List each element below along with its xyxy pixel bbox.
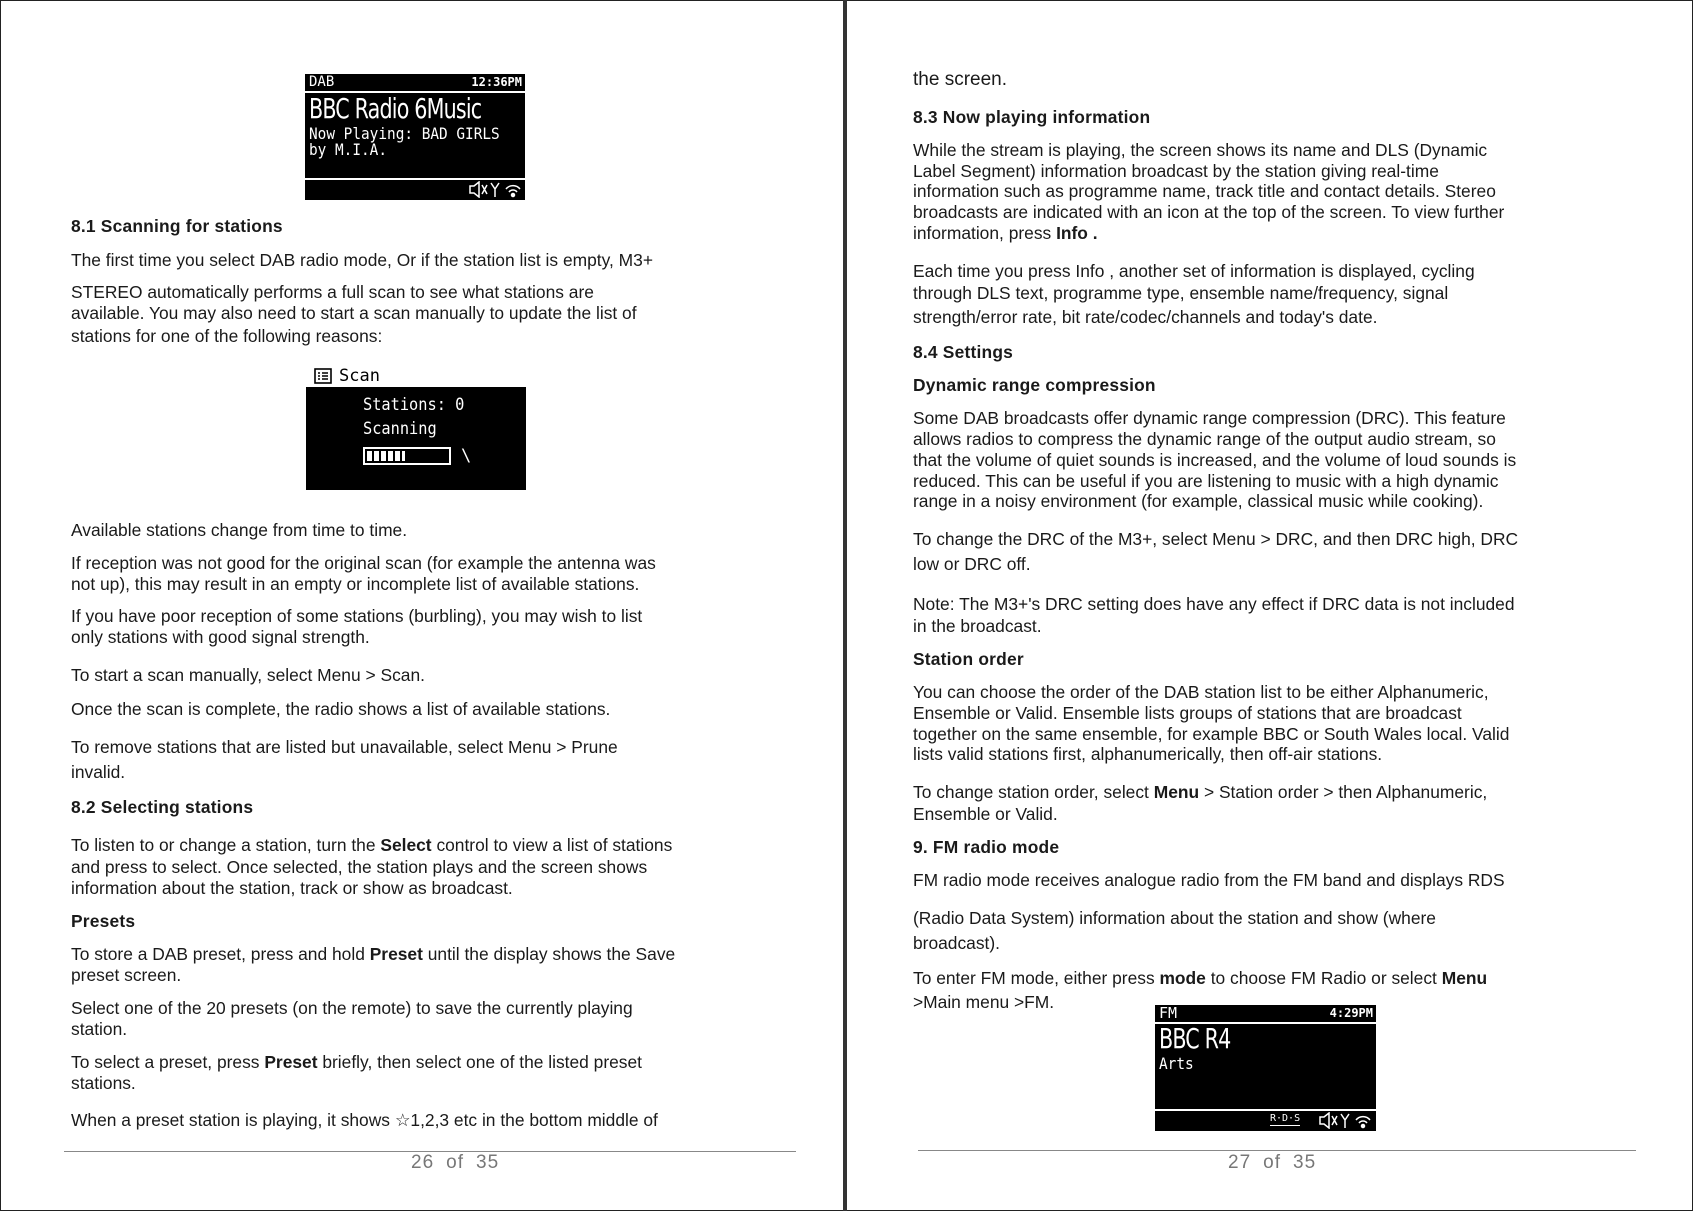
- paragraph: information about the station, track or show as broadcast.: [71, 878, 513, 898]
- dab-now-playing-screen: [305, 74, 525, 200]
- paragraph: and press to select. Once selected, the station plays and the screen shows: [71, 857, 648, 877]
- drc-heading: Dynamic range compression: [913, 375, 1156, 395]
- screen-mode-label: FM: [1159, 1005, 1178, 1022]
- station-order-heading: Station order: [913, 649, 1024, 669]
- paragraph: together on the same ensemble, for example BBC or South Wales local. Valid: [913, 724, 1510, 744]
- wifi-icon: [506, 186, 520, 197]
- paragraph: To store a DAB preset, press and hold Preset until the display shows the Save: [71, 944, 676, 964]
- screen-divider: [305, 178, 525, 180]
- screen-programme-type: Arts: [1159, 1054, 1194, 1073]
- paragraph: broadcast).: [913, 933, 1000, 953]
- screen-title: Scan: [339, 366, 380, 386]
- paragraph: To enter FM mode, either press mode to choose FM Radio or select Menu: [913, 968, 1488, 988]
- paragraph: Some DAB broadcasts offer dynamic range compression (DRC). This feature: [913, 408, 1506, 428]
- paragraph: stations.: [71, 1073, 136, 1093]
- rds-badge: R·D·S: [1270, 1113, 1301, 1124]
- paragraph: If you have poor reception of some stations (burbling), you may wish to list: [71, 606, 643, 626]
- right-page: [847, 0, 1693, 1211]
- screen-station-name: BBC Radio 6Music: [309, 92, 482, 125]
- paragraph: allows radios to compress the dynamic range of the output audio stream, so: [913, 429, 1496, 449]
- screen-mode-label: DAB: [309, 74, 335, 90]
- paragraph: preset screen.: [71, 965, 182, 985]
- paragraph: >Main menu >FM.: [913, 992, 1055, 1012]
- signal-icon: [491, 183, 499, 197]
- paragraph: To select a preset, press Preset briefly, then select one of the listed preset: [71, 1052, 643, 1072]
- scan-screen: [306, 365, 526, 490]
- paragraph: You can choose the order of the DAB station list to be either Alphanumeric,: [913, 682, 1489, 702]
- screen-status-icons: [1318, 1112, 1372, 1129]
- speaker-icon: [470, 182, 487, 197]
- paragraph: Each time you press Info , another set of information is displayed, cycling: [913, 261, 1475, 281]
- scan-progress-bar: [363, 447, 451, 465]
- section-heading-9: 9. FM radio mode: [913, 837, 1060, 857]
- fm-screen: [1155, 1005, 1376, 1131]
- page-number: 26 of 35: [411, 1152, 500, 1173]
- paragraph: strength/error rate, bit rate/codec/channels and today's date.: [913, 307, 1378, 327]
- paragraph: Available stations change from time to time.: [71, 520, 408, 540]
- screen-station-name: BBC R4: [1159, 1022, 1231, 1055]
- paragraph: reduced. This can be useful if you are listening to music with a high dynamic: [913, 471, 1499, 491]
- scan-station-count: Stations: 0: [363, 395, 465, 415]
- paragraph: information such as programme name, track title and contact details. Stereo: [913, 181, 1496, 201]
- signal-icon: [1341, 1114, 1349, 1128]
- paragraph: Once the scan is complete, the radio shows a list of available stations.: [71, 699, 611, 719]
- paragraph: To change station order, select Menu > Station order > then Alphanumeric,: [913, 782, 1488, 802]
- wifi-icon: [1356, 1117, 1370, 1128]
- paragraph: that the volume of quiet sounds is increased, and the volume of loud sounds is: [913, 450, 1517, 470]
- footer-rule: [918, 1150, 1636, 1151]
- page-number: 27 of 35: [1228, 1152, 1317, 1173]
- scan-progress-fill: [367, 451, 405, 461]
- section-heading-8-3: 8.3 Now playing information: [913, 107, 1151, 127]
- paragraph: range in a noisy environment (for example, classical music while cooking).: [913, 491, 1484, 511]
- scan-spinner: \: [461, 446, 472, 466]
- paragraph: Ensemble or Valid.: [913, 804, 1058, 824]
- paragraph: While the stream is playing, the screen shows its name and DLS (Dynamic: [913, 140, 1488, 160]
- screen-divider: [1155, 1109, 1376, 1111]
- paragraph: To listen to or change a station, turn the Select control to view a list of stations: [71, 835, 673, 855]
- paragraph: lists valid stations first, alphanumerically, then off-air stations.: [913, 744, 1383, 764]
- section-heading-8-4: 8.4 Settings: [913, 342, 1014, 362]
- presets-heading: Presets: [71, 911, 136, 931]
- screen-status-icons: [468, 181, 522, 198]
- screen-artist: by M.I.A.: [309, 140, 388, 159]
- paragraph: station.: [71, 1019, 128, 1039]
- paragraph: invalid.: [71, 762, 126, 782]
- scan-status: Scanning: [363, 419, 437, 439]
- paragraph: Note: The M3+'s DRC setting does have any effect if DRC data is not included: [913, 594, 1515, 614]
- speaker-icon: [1320, 1113, 1337, 1128]
- paragraph: (Radio Data System) information about the station and show (where: [913, 908, 1436, 928]
- paragraph: not up), this may result in an empty or incomplete list of available stations.: [71, 574, 640, 594]
- section-heading-8-2: 8.2 Selecting stations: [71, 797, 254, 817]
- paragraph: Label Segment) information broadcast by the station giving real-time: [913, 161, 1439, 181]
- paragraph: the screen.: [913, 69, 1007, 90]
- paragraph: information, press Info .: [913, 223, 1098, 243]
- list-icon: [314, 368, 332, 384]
- paragraph: To start a scan manually, select Menu > Scan.: [71, 665, 425, 685]
- screen-time: 4:29PM: [1329, 1006, 1373, 1020]
- paragraph: only stations with good signal strength.: [71, 627, 370, 647]
- paragraph: FM radio mode receives analogue radio from the FM band and displays RDS: [913, 870, 1505, 890]
- paragraph: available. You may also need to start a scan manually to update the list of: [71, 303, 637, 323]
- paragraph: in the broadcast.: [913, 616, 1042, 636]
- section-heading-8-1: 8.1 Scanning for stations: [71, 216, 283, 236]
- paragraph: When a preset station is playing, it shows ☆1,2,3 etc in the bottom middle of: [71, 1110, 658, 1130]
- paragraph: Select one of the 20 presets (on the remote) to save the currently playing: [71, 998, 633, 1018]
- paragraph: broadcasts are indicated with an icon at the top of the screen. To view further: [913, 202, 1505, 222]
- paragraph: To change the DRC of the M3+, select Menu > DRC, and then DRC high, DRC: [913, 529, 1519, 549]
- paragraph: To remove stations that are listed but unavailable, select Menu > Prune: [71, 737, 618, 757]
- paragraph: STEREO automatically performs a full scan to see what stations are: [71, 282, 594, 302]
- paragraph: low or DRC off.: [913, 554, 1031, 574]
- screen-time: 12:36PM: [471, 75, 522, 89]
- paragraph: stations for one of the following reasons:: [71, 326, 383, 346]
- screen-now-playing: Now Playing: BAD GIRLS: [309, 124, 500, 143]
- paragraph: The first time you select DAB radio mode, Or if the station list is empty, M3+: [71, 250, 653, 270]
- paragraph: Ensemble or Valid. Ensemble lists groups of stations that are broadcast: [913, 703, 1462, 723]
- paragraph: If reception was not good for the original scan (for example the antenna was: [71, 553, 656, 573]
- left-page: [0, 0, 843, 1211]
- paragraph: through DLS text, programme type, ensemble name/frequency, signal: [913, 283, 1449, 303]
